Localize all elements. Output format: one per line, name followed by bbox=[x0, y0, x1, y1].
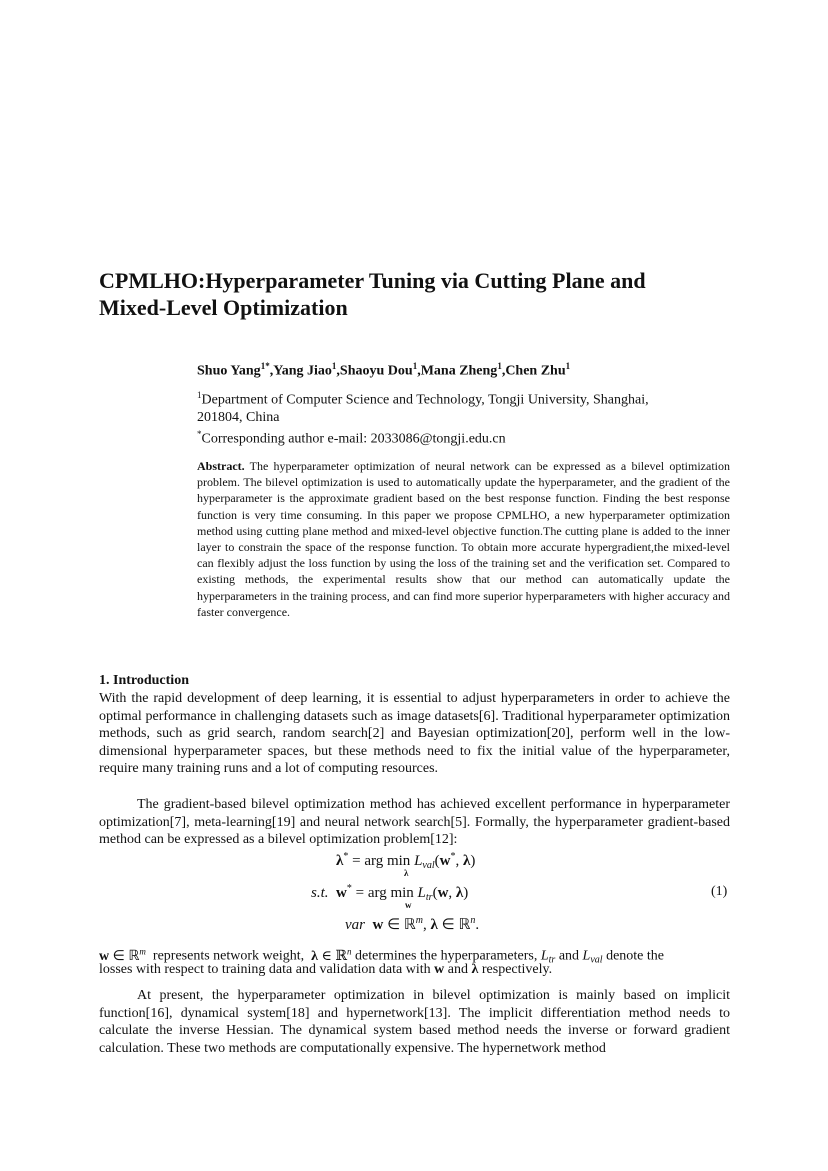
definition-text: represents network weight, bbox=[152, 948, 305, 964]
author-name: ,Shaoyu Dou bbox=[336, 363, 413, 379]
definition-line-1: w ∈ ℝ$^m$ represents network weight, λ ∈ ℝ$^n$ determines the hyperparameters, $L_{tr}$ and $L_{val}$ denote the bbox=[99, 946, 664, 966]
abstract bbox=[197, 458, 730, 620]
definition-text: losses with respect to training data and validation data with bbox=[99, 962, 431, 977]
abstract-text: The hyperparameter optimization of neural network can be expressed as a bilevel optimization problem. The bilevel optimization is used to automatically update the hyperparameter, and the gradient of the hyperparameter is the approximate gradient based on the best response function. Finding the best response function is very time consuming. In this paper we propose CPMLHO, a new hyperparameter optimization method using cutting plane method and mixed-level objective function.The cutting plane is added to the inner layer to constrain the space of the response function. To obtain more accurate hypergradient,the mixed-level can flexibly adjust the loss function by using the loss of the training set and the verification set. Compared to existing methods, the experimental results show that our method can automatically update the hyperparameters in the training process, and can find more superior hyperparameters with higher accuracy and faster convergence. bbox=[197, 459, 730, 619]
affiliation-sup: 1 bbox=[197, 390, 202, 400]
title-line-2: Mixed-Level Optimization bbox=[99, 295, 348, 320]
author-sup: 1 bbox=[565, 361, 571, 371]
intro-paragraph-1: With the rapid development of deep learning, it is essential to adjust hyperparameters in order to achieve the optimal performance in challenging datasets such as image datasets[6]. Traditional hyperparameter optimization methods, such as grid search, random search[2] and Bayesian optimization[20], perform well in the low-dimensional hyperparameter spaces, but these methods need to fix the initial value of the hyperparameter, require many training runs and a lot of computing resources. bbox=[99, 691, 730, 777]
definition-text: and bbox=[558, 948, 580, 964]
equation-subscript: λ bbox=[404, 868, 409, 878]
corresponding-sup: * bbox=[197, 428, 202, 439]
affiliation bbox=[197, 387, 717, 447]
equation-line-3: var w ∈ ℝ$^m$, λ ∈ ℝ$^n$. bbox=[345, 915, 480, 933]
author-name: ,Chen Zhu bbox=[501, 363, 566, 379]
definition-text: respectively. bbox=[481, 962, 553, 977]
section-heading: 1. Introduction bbox=[99, 673, 189, 688]
definition-text: denote the bbox=[606, 948, 664, 964]
intro-paragraph-2: The gradient-based bilevel optimization method has achieved excellent performance in hyperparameter optimization[7], meta-learning[19] and neural network search[5]. Formally, the hyperparameter gradient-based method can be expressed as a bilevel optimization problem[12]: bbox=[99, 797, 730, 848]
affiliation-line: Department of Computer Science and Technology, Tongji University, Shanghai, bbox=[201, 392, 649, 408]
author-sup: 1 bbox=[497, 361, 502, 371]
author-sup: 1 bbox=[412, 361, 418, 371]
definition-text: determines the hyperparameters, bbox=[355, 948, 538, 964]
paper-title bbox=[99, 267, 739, 321]
author-name: Shuo Yang bbox=[197, 363, 261, 379]
affiliation-line: 201804, China bbox=[197, 409, 280, 425]
author-sup: 1 bbox=[331, 361, 337, 371]
author-sup: 1* bbox=[260, 361, 270, 371]
definition-line-2: losses with respect to training data and validation data with w and λ respectively. bbox=[99, 962, 553, 977]
author-list bbox=[197, 361, 570, 380]
author-name: ,Yang Jiao bbox=[269, 363, 332, 379]
definition-text: and bbox=[447, 962, 468, 977]
equation-line-2: s.t. w* = arg $\min L_{tr}(w$, λ) bbox=[311, 883, 469, 903]
intro-paragraph-3: At present, the hyperparameter optimization in bilevel optimization is mainly based on implicit function[16], dynamical system[18] and hypernetwork[13]. The implicit differentiation method needs to calculate the inverse Hessian. The dynamical system based method needs the inverse or forward gradient calculation. These two methods are computationally expensive. The hypernetwork method bbox=[99, 988, 730, 1056]
equation-subscript: w bbox=[405, 900, 412, 910]
equation-number: (1) bbox=[711, 884, 728, 899]
corresponding-author-email: Corresponding author e-mail: 2033086@tongji.edu.cn bbox=[201, 431, 506, 447]
title-line-1: CPMLHO:Hyperparameter Tuning via Cutting Plane and bbox=[99, 268, 646, 293]
author-name: ,Mana Zheng bbox=[417, 363, 498, 379]
abstract-label: Abstract. bbox=[197, 459, 245, 473]
equation-line-1: λ* = arg $\min L_{val}(w^*$, λ) bbox=[336, 851, 476, 871]
